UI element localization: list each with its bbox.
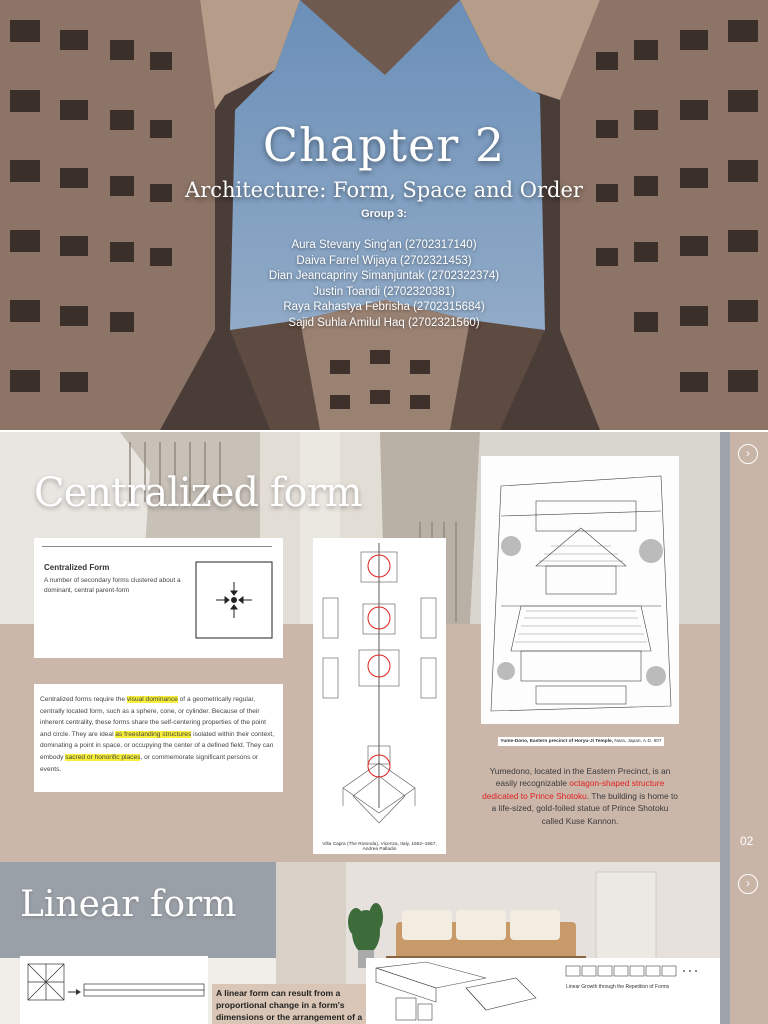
yumedono-description xyxy=(481,765,679,827)
text-run: isolated within their context, dominating a point in space, or occupying the center of a defined field. They can embody xyxy=(40,730,275,761)
group-label: Group 3: xyxy=(361,208,407,220)
linear-diagram xyxy=(20,956,208,1024)
text-run: Centralized forms require the xyxy=(40,696,127,703)
highlighted-text: as freestanding structures xyxy=(115,730,192,738)
slide-sidebar xyxy=(720,432,730,862)
next-slide-button[interactable] xyxy=(738,874,758,894)
centralized-diagram xyxy=(194,560,274,642)
red-highlight-text: octagon-shaped structure dedicated to Prince Shotoku xyxy=(482,778,665,801)
yumedono-card xyxy=(481,456,679,724)
slide-side-panel xyxy=(730,432,768,862)
caption-rest: Nara, Japan, A.D. 607 xyxy=(613,739,662,744)
description-card xyxy=(34,684,283,792)
section-heading: Linear form xyxy=(20,884,237,925)
chapter-title: Chapter 2 xyxy=(262,118,506,172)
linear-description: A linear form can result from a proportional change in a form's dimensions or the arrangement of a xyxy=(212,984,376,1024)
member-name: Aura Stevany Sing'an (2702317140) xyxy=(291,239,477,251)
text-run: . The building is home to a life-sized, gold-foiled statue of Prince Shotoku called Kuse Kannon. xyxy=(491,790,678,826)
caption-bold: Yume-Dono, Eastern precinct of Horyu-Ji Temple, xyxy=(500,739,614,744)
member-name: Daiva Farrel Wijaya (2702321453) xyxy=(296,254,472,267)
page-number: 02 xyxy=(740,834,754,848)
centralized-description xyxy=(40,694,278,775)
slide-sidebar xyxy=(720,862,730,1024)
yumedono-caption xyxy=(498,737,664,746)
linear-drawings xyxy=(366,958,720,1024)
villa-capra-drawing xyxy=(313,538,446,838)
chevron-right-icon: › xyxy=(746,446,750,460)
highlighted-text: sacred or honorific places xyxy=(65,753,141,761)
definition-text: A number of secondary forms clustered about a dominant, central parent-form xyxy=(44,577,181,594)
text-run: Yumedono, located in the Eastern Precinct, is an easily recognizable xyxy=(489,766,671,789)
text-run: , or commemorate significant persons or events. xyxy=(40,753,259,773)
member-name: Sajid Suhla Amilul Haq (2702321560) xyxy=(288,316,480,329)
member-name: Dian Jeancapriny Simanjuntak (2702322374) xyxy=(268,270,500,283)
next-slide-button[interactable] xyxy=(738,444,758,464)
member-name: Justin Toandi (2702320381) xyxy=(313,285,455,298)
title-slide xyxy=(0,0,768,430)
highlighted-text: visual dominance xyxy=(126,696,178,703)
definition-card xyxy=(34,538,283,658)
text-run: of a geometrically regular, centrally located form, such as a sphere, cone, or cylinder. Because of their inherent centrality, these forms share the self-centering properties of the point and circle. They are ideal xyxy=(40,696,267,738)
member-name: Raya Rahastya Febrisha (2702315684) xyxy=(283,301,485,314)
definition-title: Centralized Form xyxy=(44,563,110,572)
villa-caption: Villa Capra (The Rotonda), Vicenza, Italy, 1552–1567, Andrea Palladio xyxy=(322,842,437,852)
section-heading: Centralized form xyxy=(34,470,362,516)
centralized-form-slide xyxy=(0,432,768,862)
linear-diagram-caption: Linear Growth through the Repetition of Forms xyxy=(566,984,670,990)
villa-capra-card xyxy=(313,538,446,854)
member-list xyxy=(0,238,768,332)
chevron-right-icon: › xyxy=(746,876,750,890)
linear-drawings-card xyxy=(366,958,720,1024)
yumedono-drawing xyxy=(481,456,679,724)
chapter-subtitle: Architecture: Form, Space and Order xyxy=(185,178,583,202)
linear-form-slide xyxy=(0,862,768,1024)
linear-diagram-card xyxy=(20,956,208,1024)
